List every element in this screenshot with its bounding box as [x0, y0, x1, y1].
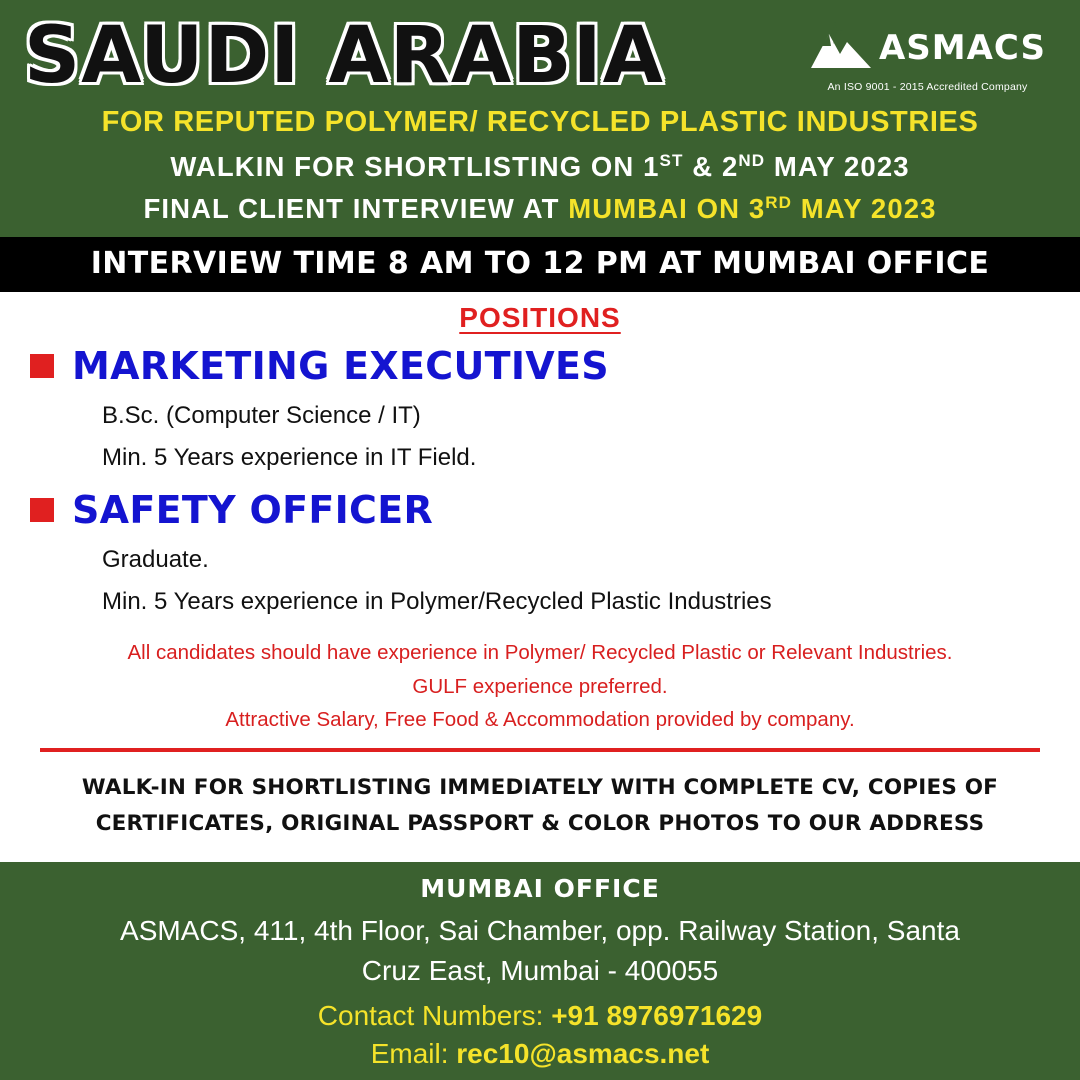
logo-tagline: An ISO 9001 - 2015 Accredited Company [827, 80, 1028, 93]
job-qualification: B.Sc. (Computer Science / IT) [102, 402, 421, 430]
final-interview-sup: RD [765, 193, 793, 213]
address-line: ASMACS, 411, 4th Floor, Sai Chamber, opp. Railway Station, Santa [120, 914, 960, 946]
office-title: MUMBAI OFFICE [420, 873, 660, 903]
note-line: GULF experience preferred. [412, 674, 668, 698]
interview-time-banner: INTERVIEW TIME 8 AM TO 12 PM AT MUMBAI OFFICE [0, 237, 1080, 292]
email-address[interactable]: rec10@asmacs.net [456, 1038, 710, 1069]
walkin-instruction-line: CERTIFICATES, ORIGINAL PASSPORT & COLOR PHOTOS TO OUR ADDRESS [95, 811, 985, 837]
walkin-date-pre: WALKIN FOR SHORTLISTING ON 1 [170, 151, 660, 183]
footer-contact-section [0, 862, 1080, 1080]
positions-heading: POSITIONS [459, 302, 621, 334]
walkin-instructions [0, 770, 1080, 843]
walkin-instruction-line: WALK-IN FOR SHORTLISTING IMMEDIATELY WITH COMPLETE CV, COPIES OF [81, 774, 999, 800]
mountain-peaks-icon [809, 20, 873, 77]
header-section [0, 0, 1080, 237]
job-title-row [30, 344, 1080, 388]
logo-main [809, 20, 1046, 77]
title-row [0, 8, 1080, 104]
company-logo [809, 20, 1046, 93]
contact-numbers[interactable] [0, 1000, 1080, 1032]
positions-section [0, 292, 1080, 862]
email-label: Email: [370, 1038, 457, 1069]
candidate-notes [0, 636, 1080, 736]
job-listing [0, 340, 1080, 472]
contact-number[interactable]: +91 8976971629 [551, 1000, 763, 1031]
job-listing [0, 484, 1080, 616]
industry-line: FOR REPUTED POLYMER/ RECYCLED PLASTIC INDUSTRIES [101, 106, 979, 138]
job-title-row [30, 488, 1080, 532]
job-experience: Min. 5 Years experience in Polymer/Recycled Plastic Industries [102, 588, 772, 616]
divider [40, 748, 1040, 752]
walkin-sup-1: ST [659, 151, 684, 170]
walkin-date-post: MAY 2023 [765, 151, 910, 183]
office-address [0, 911, 1080, 992]
square-bullet-icon [30, 354, 54, 378]
note-line: All candidates should have experience in Polymer/ Recycled Plastic or Relevant Industries. [127, 641, 953, 665]
final-interview-city-date: MUMBAI ON 3 [568, 193, 766, 225]
final-interview-line [0, 193, 1080, 225]
note-line: Attractive Salary, Free Food & Accommodation provided by company. [225, 707, 855, 731]
job-title: MARKETING EXECUTIVES [72, 344, 609, 389]
final-interview-pre: FINAL CLIENT INTERVIEW AT [143, 193, 569, 225]
final-interview-month: MAY 2023 [792, 193, 937, 225]
contact-email[interactable] [0, 1038, 1080, 1070]
walkin-sup-2: ND [738, 151, 766, 170]
page-title: SAUDI ARABIA [24, 11, 665, 101]
contact-label: Contact Numbers: [317, 1000, 552, 1031]
job-title: SAFETY OFFICER [72, 488, 434, 533]
address-line: Cruz East, Mumbai - 400055 [361, 955, 719, 987]
square-bullet-icon [30, 498, 54, 522]
logo-wordmark: ASMACS [878, 28, 1046, 68]
walkin-date-mid: & 2 [683, 151, 739, 183]
job-qualification: Graduate. [102, 546, 209, 574]
job-experience: Min. 5 Years experience in IT Field. [102, 444, 477, 472]
walkin-date-line [0, 151, 1080, 183]
